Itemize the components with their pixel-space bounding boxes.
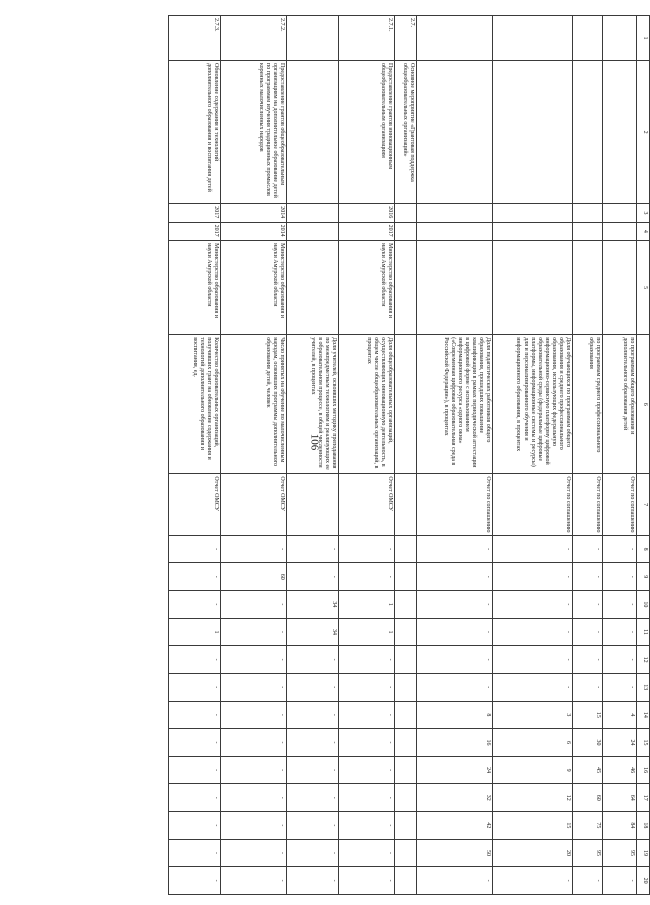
header-row	[637, 16, 650, 895]
table-cell: Отчет по соглашению	[573, 474, 603, 535]
value-cell: -	[339, 535, 395, 563]
table-row	[221, 16, 287, 895]
value-cell: -	[417, 618, 493, 646]
value-cell: 34	[287, 618, 339, 646]
table-cell	[417, 16, 493, 61]
table-cell	[417, 204, 493, 222]
table-cell	[603, 222, 637, 240]
value-cell	[395, 646, 417, 674]
table-cell: 2017	[339, 222, 395, 240]
value-cell: -	[339, 784, 395, 812]
value-cell: -	[339, 729, 395, 757]
value-cell	[395, 673, 417, 701]
value-cell: -	[339, 867, 395, 895]
value-cell: -	[493, 673, 573, 701]
value-cell	[395, 701, 417, 729]
value-cell: -	[573, 563, 603, 591]
value-cell: 42	[417, 812, 493, 840]
table-cell: Отчет по соглашению	[493, 474, 573, 535]
value-cell: -	[573, 646, 603, 674]
table-cell	[493, 204, 573, 222]
header-cell: 18	[637, 812, 650, 840]
table-cell: Министерство образования и науки Амурской области	[339, 241, 395, 335]
value-cell: -	[417, 563, 493, 591]
table-cell: Отчет по соглашению	[417, 474, 493, 535]
table-row	[573, 16, 603, 895]
table-row	[339, 16, 395, 895]
value-cell	[395, 839, 417, 867]
value-cell: -	[169, 646, 221, 674]
value-cell	[395, 618, 417, 646]
value-cell: 32	[417, 784, 493, 812]
table-cell: Доля учителей, освоивших методику преподавания по межпредметным технологиям и реализующих ее в образовательном процессе, в общей численности учителей, в процентах	[287, 335, 339, 474]
value-cell: 60	[573, 784, 603, 812]
value-cell: -	[221, 591, 287, 619]
value-cell: -	[493, 867, 573, 895]
table-cell	[287, 222, 339, 240]
header-cell: 1	[637, 16, 650, 61]
value-cell: 60	[221, 563, 287, 591]
table-cell: Министерство образования и науки Амурской области	[169, 241, 221, 335]
value-cell: -	[287, 784, 339, 812]
header-cell: 13	[637, 673, 650, 701]
header-cell: 9	[637, 563, 650, 591]
value-cell: -	[169, 784, 221, 812]
value-cell: -	[221, 673, 287, 701]
value-cell: -	[221, 784, 287, 812]
table-cell	[395, 204, 417, 222]
value-cell: -	[417, 867, 493, 895]
value-cell: 1	[339, 591, 395, 619]
table-cell: Отчет ОМСУ	[339, 474, 395, 535]
value-cell	[395, 867, 417, 895]
value-cell: -	[221, 701, 287, 729]
program-table	[168, 15, 650, 895]
value-cell: -	[287, 867, 339, 895]
table-cell: Доля обучающихся по программам общего образования и среднего профессионального образования, использующих федеральную информационно-сервисную платформу цифровой образовательной среды (федеральные цифровые платформы, информационные системы и ресурсы) для и персонализированного обучения и информационного образования, в процентах	[493, 335, 573, 474]
table-cell: 2014	[221, 222, 287, 240]
header-cell: 19	[637, 839, 650, 867]
value-cell: -	[221, 535, 287, 563]
value-cell: -	[573, 591, 603, 619]
value-cell: 75	[573, 812, 603, 840]
value-cell	[395, 756, 417, 784]
value-cell: -	[287, 756, 339, 784]
table-row	[287, 16, 339, 895]
table-cell	[573, 241, 603, 335]
table-row	[603, 16, 637, 895]
header-cell: 16	[637, 756, 650, 784]
value-cell: -	[573, 673, 603, 701]
table-cell	[493, 61, 573, 204]
table-cell	[573, 61, 603, 204]
table-cell: Предоставление грантов общеобразовательным организациям на дополнительное образование детей по программам изучения традиционных промыслов коренных малочисленных народов	[221, 61, 287, 204]
value-cell: -	[573, 535, 603, 563]
value-cell: -	[169, 812, 221, 840]
value-cell: -	[221, 867, 287, 895]
value-cell: -	[287, 646, 339, 674]
table-cell: Предоставление грантов инновационным общеобразовательным организациям	[339, 61, 395, 204]
header-cell: 12	[637, 646, 650, 674]
header-cell: 7	[637, 474, 650, 535]
value-cell: 34	[287, 591, 339, 619]
value-cell: -	[603, 867, 637, 895]
value-cell: -	[287, 563, 339, 591]
value-cell: -	[417, 535, 493, 563]
value-cell: -	[573, 867, 603, 895]
value-cell: -	[493, 646, 573, 674]
value-cell: -	[221, 646, 287, 674]
value-cell: -	[169, 535, 221, 563]
value-cell	[395, 812, 417, 840]
value-cell: 6	[493, 729, 573, 757]
value-cell: -	[339, 563, 395, 591]
value-cell: 64	[603, 784, 637, 812]
header-cell: 17	[637, 784, 650, 812]
value-cell: -	[287, 839, 339, 867]
value-cell: -	[603, 535, 637, 563]
table-cell: Министерство образования и науки Амурской области	[221, 241, 287, 335]
value-cell	[395, 563, 417, 591]
table-row	[395, 16, 417, 895]
table-cell	[603, 61, 637, 204]
table-cell	[395, 474, 417, 535]
table-row	[417, 16, 493, 895]
value-cell: 3	[493, 701, 573, 729]
value-cell: 16	[417, 729, 493, 757]
table-cell	[573, 204, 603, 222]
table-cell	[493, 16, 573, 61]
table-cell	[287, 241, 339, 335]
value-cell: 50	[417, 839, 493, 867]
value-cell: -	[221, 729, 287, 757]
value-cell: 8	[417, 701, 493, 729]
table-cell: 2.7.2.	[221, 16, 287, 61]
value-cell: -	[339, 839, 395, 867]
value-cell: -	[603, 591, 637, 619]
value-cell: -	[287, 673, 339, 701]
header-cell: 4	[637, 222, 650, 240]
table-cell	[573, 16, 603, 61]
value-cell: -	[603, 563, 637, 591]
value-cell: -	[493, 618, 573, 646]
header-cell: 14	[637, 701, 650, 729]
value-cell: -	[493, 535, 573, 563]
table-cell: Число принятых на обучение по малочисленным народам, освоивших программы дополнительного образования детей, человек	[221, 335, 287, 474]
table-cell	[287, 61, 339, 204]
table-cell: 2014	[221, 204, 287, 222]
table-cell	[603, 241, 637, 335]
value-cell: -	[287, 535, 339, 563]
table-cell	[395, 241, 417, 335]
value-cell: -	[339, 673, 395, 701]
value-cell: 30	[573, 729, 603, 757]
value-cell: -	[603, 618, 637, 646]
value-cell: -	[169, 867, 221, 895]
value-cell: -	[339, 756, 395, 784]
table-cell: 2.7.1.	[339, 16, 395, 61]
table-cell	[603, 16, 637, 61]
header-cell: 2	[637, 61, 650, 204]
value-cell: 1	[339, 618, 395, 646]
value-cell: -	[169, 839, 221, 867]
value-cell: -	[573, 618, 603, 646]
rotated-table-wrapper	[80, 15, 650, 895]
table-cell	[287, 204, 339, 222]
table-cell: 2016	[339, 204, 395, 222]
table-cell	[287, 474, 339, 535]
value-cell: 95	[603, 839, 637, 867]
header-cell: 11	[637, 618, 650, 646]
value-cell: 15	[493, 812, 573, 840]
table-cell: Отчет по соглашению	[603, 474, 637, 535]
value-cell: 1	[169, 618, 221, 646]
table-cell	[573, 222, 603, 240]
value-cell: -	[417, 646, 493, 674]
value-cell: 84	[603, 812, 637, 840]
table-cell	[417, 61, 493, 204]
table-cell: 2017	[169, 204, 221, 222]
value-cell: 12	[493, 784, 573, 812]
value-cell: -	[169, 729, 221, 757]
header-cell: 10	[637, 591, 650, 619]
value-cell: 45	[573, 756, 603, 784]
value-cell: -	[221, 756, 287, 784]
table-row	[169, 16, 221, 895]
header-cell: 20	[637, 867, 650, 895]
value-cell: -	[339, 701, 395, 729]
table-row	[493, 16, 573, 895]
header-cell: 5	[637, 241, 650, 335]
table-cell: Отчет ОМСУ	[221, 474, 287, 535]
page-number: 106	[308, 433, 321, 451]
value-cell: 20	[493, 839, 573, 867]
value-cell	[395, 784, 417, 812]
value-cell: 4	[603, 701, 637, 729]
table-cell: по программам общего образования и дополнительного образования детей	[603, 335, 637, 474]
table-cell	[493, 222, 573, 240]
table-cell: Обновление содержания и технологий дополнительного образования и воспитания детей	[169, 61, 221, 204]
value-cell: 46	[603, 756, 637, 784]
value-cell	[395, 591, 417, 619]
table-cell: Количество образовательных организаций, получивших грант на обновление содержания и технологий дополнительного образования и воспитания, ед.	[169, 335, 221, 474]
value-cell: -	[169, 563, 221, 591]
value-cell	[395, 535, 417, 563]
value-cell: -	[339, 812, 395, 840]
value-cell: -	[169, 756, 221, 784]
value-cell: -	[493, 591, 573, 619]
value-cell: -	[287, 701, 339, 729]
header-cell: 8	[637, 535, 650, 563]
table-cell	[287, 16, 339, 61]
value-cell	[395, 729, 417, 757]
table-cell: 2.7.3.	[169, 16, 221, 61]
value-cell: 9	[493, 756, 573, 784]
table-cell: 2017	[169, 222, 221, 240]
table-cell: Основное мероприятие «Грантовая поддержка общеобразовательных организаций»	[395, 61, 417, 204]
table-cell: Доля общеобразовательных организаций, осуществляющих инновационную деятельность, в общем числе общеобразовательных организаций, в процентах	[339, 335, 395, 474]
value-cell: -	[169, 701, 221, 729]
value-cell: -	[603, 673, 637, 701]
table-cell	[603, 204, 637, 222]
table-cell	[395, 335, 417, 474]
value-cell: -	[169, 673, 221, 701]
value-cell: 15	[573, 701, 603, 729]
value-cell: 24	[417, 756, 493, 784]
table-cell	[417, 241, 493, 335]
table-cell	[395, 222, 417, 240]
value-cell: -	[603, 646, 637, 674]
table-body	[169, 16, 650, 895]
value-cell: 24	[603, 729, 637, 757]
table-cell	[417, 222, 493, 240]
value-cell: -	[169, 591, 221, 619]
table-cell: Отчет ОМСУ	[169, 474, 221, 535]
header-cell: 6	[637, 335, 650, 474]
value-cell: 95	[573, 839, 603, 867]
value-cell: -	[221, 812, 287, 840]
value-cell: -	[287, 729, 339, 757]
table-cell: Доля педагогических работников общего образования, прошедших повышение квалификации в рамках периодической аттестации в цифровой форме с использованием информационного ресурса «одного окна» («Современная цифровая образовательная среда в Российской Федерации»), в процентах	[417, 335, 493, 474]
table-cell: 2.7.	[395, 16, 417, 61]
value-cell: -	[493, 563, 573, 591]
value-cell: -	[417, 591, 493, 619]
table-cell	[493, 241, 573, 335]
value-cell: -	[221, 618, 287, 646]
value-cell: -	[339, 646, 395, 674]
value-cell: -	[417, 673, 493, 701]
table-cell: по программам среднего профессионального образования	[573, 335, 603, 474]
header-cell: 3	[637, 204, 650, 222]
header-cell: 15	[637, 729, 650, 757]
value-cell: -	[221, 839, 287, 867]
value-cell: -	[287, 812, 339, 840]
